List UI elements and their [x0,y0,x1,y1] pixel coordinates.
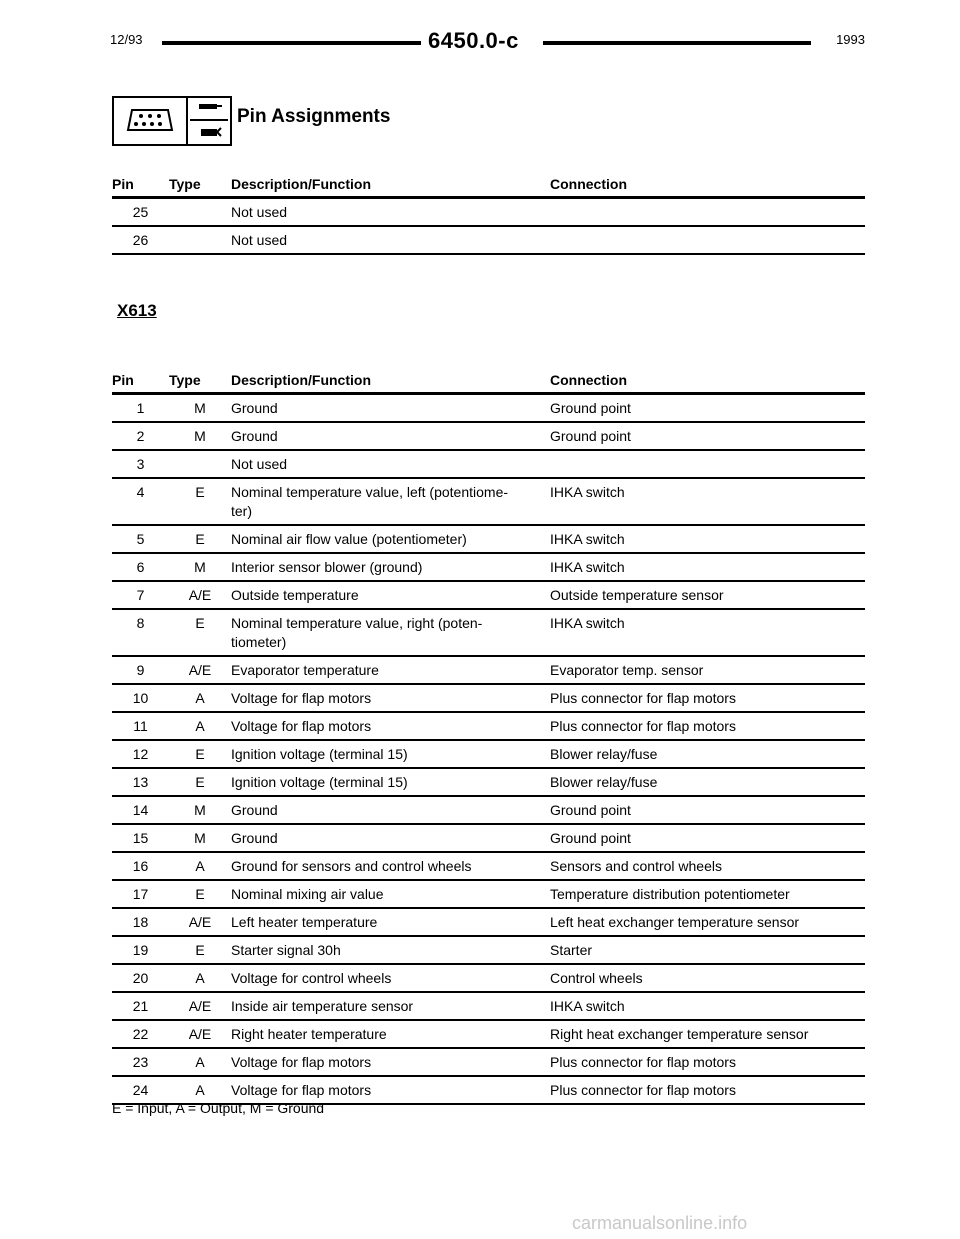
pin-cell: 6 [112,553,169,581]
type-cell: E [169,768,231,796]
connection-cell: Ground point [550,422,865,450]
connector-label: X613 [117,301,157,320]
connection-cell: Ground point [550,796,865,824]
connection-cell: Control wheels [550,964,865,992]
pin-cell: 7 [112,581,169,609]
pin-cell: 4 [112,478,169,525]
description-cell: Right heater temperature [231,1020,550,1048]
pin-cell: 25 [112,198,169,227]
col-connection: Connection [550,170,865,198]
type-cell: A [169,684,231,712]
header-date: 12/93 [110,32,143,47]
connection-cell: Outside temperature sensor [550,581,865,609]
pin-cell: 17 [112,880,169,908]
table-row [112,198,865,227]
pin-cell: 2 [112,422,169,450]
description-cell: Outside temperature [231,581,550,609]
col-description: Description/Function [231,170,550,198]
type-cell: M [169,796,231,824]
description-cell: Ground [231,422,550,450]
col-type: Type [169,366,231,394]
type-cell: A [169,852,231,880]
col-connection: Connection [550,366,865,394]
type-legend: E = Input, A = Output, M = Ground [112,1100,325,1116]
description-cell: Voltage for flap motors [231,684,550,712]
type-cell: A [169,712,231,740]
pin-cell: 3 [112,450,169,478]
type-cell: A/E [169,908,231,936]
pin-cell: 5 [112,525,169,553]
description-cell: Ground for sensors and control wheels [231,852,550,880]
type-cell: A/E [169,992,231,1020]
table-row [112,880,865,908]
pin-table-x613 [112,366,865,1105]
type-cell [169,226,231,254]
header-year: 1993 [836,32,865,47]
description-cell: Ignition voltage (terminal 15) [231,740,550,768]
table-row [112,936,865,964]
pin-cell: 11 [112,712,169,740]
pin-cell: 23 [112,1048,169,1076]
pin-cell: 10 [112,684,169,712]
connector-pins-icon [112,96,188,146]
connection-cell [550,450,865,478]
description-cell: Ground [231,824,550,852]
connection-cell: Plus connector for flap motors [550,684,865,712]
connection-cell: IHKA switch [550,609,865,656]
type-cell: A/E [169,581,231,609]
description-cell: Voltage for control wheels [231,964,550,992]
description-cell: Nominal temperature value, left (potentiome- ter) [231,478,550,525]
section-title: Pin Assignments [237,106,391,127]
table-header-row [112,170,865,198]
description-cell: Not used [231,226,550,254]
description-cell: Interior sensor blower (ground) [231,553,550,581]
connection-cell: IHKA switch [550,525,865,553]
description-cell: Ignition voltage (terminal 15) [231,768,550,796]
connection-cell: Blower relay/fuse [550,768,865,796]
table-row [112,712,865,740]
type-cell [169,450,231,478]
connection-cell: Plus connector for flap motors [550,1048,865,1076]
pin-table-x613-body [112,394,865,1105]
type-cell: M [169,394,231,423]
page-header [110,28,865,56]
table-row [112,1020,865,1048]
pin-cell: 13 [112,768,169,796]
connection-cell: IHKA switch [550,992,865,1020]
type-cell [169,198,231,227]
site-watermark: carmanualsonline.info [572,1213,748,1233]
col-type: Type [169,170,231,198]
table-row [112,1048,865,1076]
description-cell: Voltage for flap motors [231,1048,550,1076]
table-row [112,824,865,852]
connection-cell: Left heat exchanger temperature sensor [550,908,865,936]
pin-cell: 9 [112,656,169,684]
col-pin: Pin [112,366,169,394]
table-row [112,581,865,609]
table-header-row [112,366,865,394]
description-cell: Nominal air flow value (potentiometer) [231,525,550,553]
connection-cell: Ground point [550,394,865,423]
header-rule-right [543,41,811,45]
pin-cell: 26 [112,226,169,254]
pin-cell: 24 [112,1076,169,1104]
description-cell: Evaporator temperature [231,656,550,684]
pin-cell: 12 [112,740,169,768]
connection-cell: Ground point [550,824,865,852]
table-row [112,394,865,423]
pin-cell: 14 [112,796,169,824]
table-row [112,553,865,581]
connection-cell [550,198,865,227]
pin-cell: 22 [112,1020,169,1048]
connection-cell: Plus connector for flap motors [550,1076,865,1104]
type-cell: M [169,553,231,581]
description-cell: Inside air temperature sensor [231,992,550,1020]
connection-cell: Evaporator temp. sensor [550,656,865,684]
table-row [112,478,865,525]
table-row [112,992,865,1020]
description-cell: Voltage for flap motors [231,712,550,740]
pin-cell: 20 [112,964,169,992]
table-row [112,908,865,936]
connection-cell: IHKA switch [550,553,865,581]
table-row [112,852,865,880]
description-cell: Nominal temperature value, right (poten- tiometer) [231,609,550,656]
pin-cell: 21 [112,992,169,1020]
table-row [112,740,865,768]
type-cell: A/E [169,656,231,684]
col-pin: Pin [112,170,169,198]
connection-cell: Temperature distribution potentiometer [550,880,865,908]
table-row [112,422,865,450]
connection-cell [550,226,865,254]
table-row [112,609,865,656]
pin-cell: 8 [112,609,169,656]
description-cell: Nominal mixing air value [231,880,550,908]
type-cell: E [169,525,231,553]
header-rule-left [162,41,421,45]
connection-cell: IHKA switch [550,478,865,525]
connection-cell: Plus connector for flap motors [550,712,865,740]
description-cell: Left heater temperature [231,908,550,936]
description-cell: Voltage for flap motors [231,1076,550,1104]
table-row [112,796,865,824]
connection-cell: Starter [550,936,865,964]
type-cell: A/E [169,1020,231,1048]
type-cell: A [169,964,231,992]
table-row [112,226,865,254]
type-cell: A [169,1048,231,1076]
type-cell: E [169,609,231,656]
connection-cell: Right heat exchanger temperature sensor [550,1020,865,1048]
pin-table-top [112,170,865,255]
input-output-icon [186,96,232,146]
connection-cell: Blower relay/fuse [550,740,865,768]
connection-cell: Sensors and control wheels [550,852,865,880]
table-row [112,964,865,992]
description-cell: Ground [231,394,550,423]
table-row [112,684,865,712]
pin-cell: 1 [112,394,169,423]
type-cell: M [169,824,231,852]
type-cell: E [169,936,231,964]
pin-cell: 19 [112,936,169,964]
type-cell: E [169,880,231,908]
description-cell: Ground [231,796,550,824]
pin-table-top-body [112,198,865,255]
table-row [112,525,865,553]
table-row [112,656,865,684]
table-row [112,450,865,478]
description-cell: Not used [231,198,550,227]
type-cell: E [169,740,231,768]
pin-cell: 16 [112,852,169,880]
description-cell: Starter signal 30h [231,936,550,964]
description-cell: Not used [231,450,550,478]
type-cell: A [169,1076,231,1104]
type-cell: M [169,422,231,450]
document-number: 6450.0-c [428,28,519,53]
type-cell: E [169,478,231,525]
pin-cell: 18 [112,908,169,936]
col-description: Description/Function [231,366,550,394]
table-row [112,768,865,796]
pin-cell: 15 [112,824,169,852]
